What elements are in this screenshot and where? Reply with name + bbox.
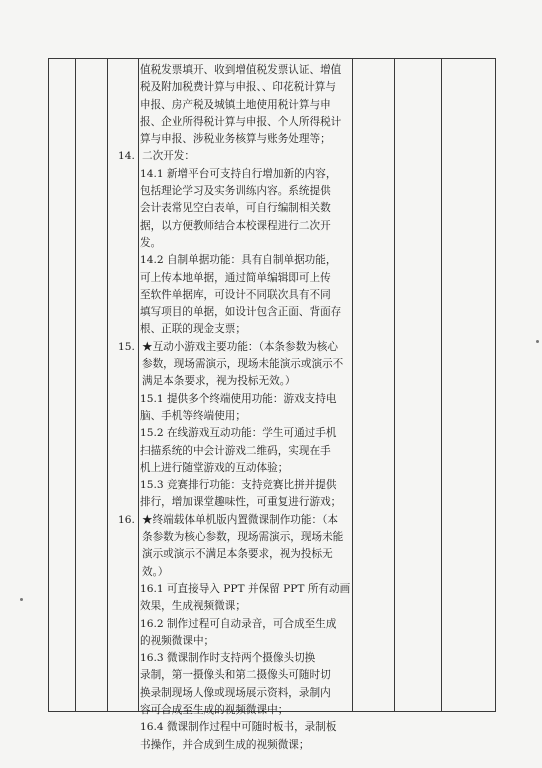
- sub-line: 16.1 可直接导入 PPT 并保留 PPT 所有动画: [140, 582, 351, 595]
- sub-item-16-2: [140, 616, 352, 651]
- sub-item-15-2: [140, 425, 352, 477]
- item-line: 演示或演示不满足本条要求，视为投标无: [142, 548, 333, 561]
- sub-line: 14.1 新增平台可支持自行增加新的内容，: [140, 167, 337, 180]
- sub-line: 至软件单据库，可设计不同联次具有不同: [140, 288, 331, 301]
- spec-content-cell: [118, 62, 352, 754]
- sub-line: 15.1 提供多个终端使用功能：游戏支持电: [140, 392, 337, 405]
- sub-item-14-1: [140, 166, 352, 252]
- item-number: 15.: [118, 340, 135, 353]
- sub-line: 效果，生成视频微课；: [140, 600, 246, 613]
- sub-line: 14.2 自制单据功能：具有自制单据功能，: [140, 254, 337, 267]
- table-col-line: [48, 58, 49, 712]
- item-line: 条参数为核心参数，现场需演示，现场未能: [142, 531, 344, 544]
- item-number: 16.: [118, 513, 135, 526]
- table-col-line: [75, 58, 76, 712]
- sub-line: 16.4 微课制作过程中可随时板书，录制板: [140, 721, 337, 734]
- table-top-border: [48, 58, 496, 59]
- sub-item-16-4: [140, 719, 352, 754]
- sub-line: 会计表常见空白表单，可自行编制相关数: [140, 202, 331, 215]
- table-col-line: [352, 58, 353, 712]
- item-line: 满足本条要求，视为投标无效。）: [142, 375, 296, 388]
- item-line: ★终端载体单机版内置微课制作功能：（本: [142, 513, 338, 526]
- sub-line: 15.2 在线游戏互动功能：学生可通过手机: [140, 427, 337, 440]
- sub-line: 包括理论学习及实务训练内容。系统提供: [140, 185, 331, 198]
- table-col-line: [107, 58, 108, 712]
- table-col-line: [441, 58, 442, 712]
- sub-line: 填写项目的单据，如设计包含正面、背面存: [140, 306, 342, 319]
- sub-line: 录制，第一摄像头和第二摄像头可随时切: [140, 669, 331, 682]
- sub-line: 据，以方便教师结合本校课程进行二次开: [140, 219, 331, 232]
- spec-item-16: [118, 512, 352, 581]
- continued-line: 申报、房产税及城镇土地使用税计算与申: [140, 98, 331, 111]
- sub-line: 根、正联的现金支票；: [140, 323, 246, 336]
- spec-item-14: [118, 148, 352, 165]
- sub-line: 扫描系统的中会计游戏二维码，实现在手: [140, 444, 331, 457]
- spec-item-15: [118, 339, 352, 391]
- sub-line: 排行，增加课堂趣味性，可重复进行游戏；: [140, 496, 342, 509]
- sub-line: 15.3 竞赛排行功能：支持竞赛比拼并提供: [140, 479, 337, 492]
- sub-item-16-3: [140, 650, 352, 719]
- item-line: 效。）: [142, 565, 169, 578]
- table-col-line: [394, 58, 395, 712]
- sub-line: 的视频微课中；: [140, 634, 215, 647]
- sub-item-16-1: [140, 581, 352, 616]
- scan-speck: [20, 598, 23, 601]
- sub-line: 容可合成至生成的视频微课中；: [140, 703, 289, 716]
- sub-line: 16.2 制作过程可自动录音，可合成至生成: [140, 617, 337, 630]
- sub-item-15-1: [140, 391, 352, 426]
- sub-line: 脑、手机等终端使用；: [140, 409, 246, 422]
- item-line: ★互动小游戏主要功能：（本条参数为核心: [142, 340, 338, 353]
- sub-line: 机上进行随堂游戏的互动体验；: [140, 461, 289, 474]
- sub-item-15-3: [140, 477, 352, 512]
- sub-line: 16.3 微课制作时支持两个摄像头切换: [140, 652, 316, 665]
- item-title: 二次开发：: [142, 150, 195, 163]
- sub-line: 书操作，并合成到生成的视频微课；: [140, 738, 310, 751]
- scan-speck: [536, 340, 539, 343]
- sub-line: 可上传本地单据，通过简单编辑即可上传: [140, 271, 331, 284]
- sub-item-14-2: [140, 252, 352, 338]
- item-line: 参数，现场需演示，现场未能演示或演示不: [142, 358, 344, 371]
- sub-line: 发。: [140, 236, 162, 249]
- continued-line: 算与申报、涉税业务核算与账务处理等；: [140, 133, 331, 146]
- sub-line: 换录制现场人像或现场展示资料，录制内: [140, 686, 331, 699]
- continued-line: 报、企业所得税计算与申报、个人所得税计: [140, 115, 342, 128]
- item-number: 14.: [118, 150, 135, 163]
- continued-line: 税及附加税费计算与申报、、印花税计算与: [140, 81, 336, 94]
- table-col-line: [495, 58, 496, 712]
- continued-line: 值税发票填开、收到增值税发票认证、增值: [140, 64, 342, 76]
